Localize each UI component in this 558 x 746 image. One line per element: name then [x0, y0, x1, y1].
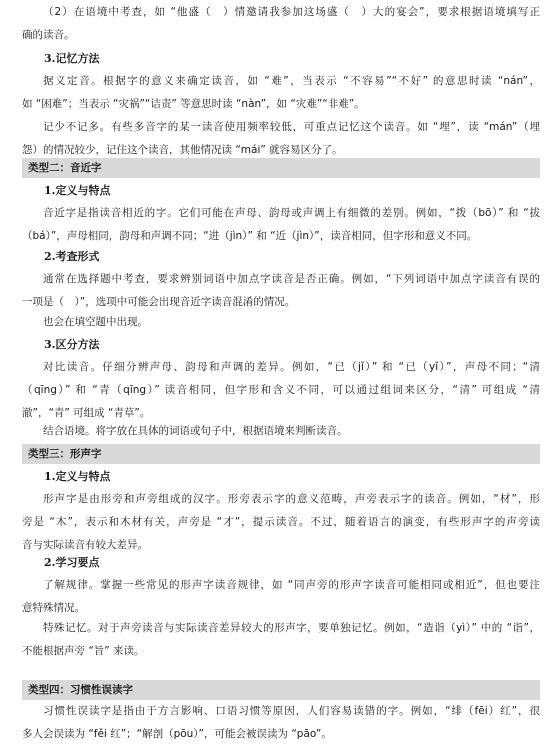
section-band: 类型三：形声字: [22, 444, 540, 464]
paragraph: [22, 202, 540, 248]
text-line: 怨）的情况较少，记住这个读音，其他情况读 “mái” 就容易区分了。: [22, 144, 343, 156]
text-line: 旁是 “木”，表示和木材有关，声旁是 “才”，提示读音。不过，随着语言的演变，有些形声字的声旁读: [22, 516, 540, 528]
section-heading: 1.定义与特点: [44, 184, 111, 197]
text-line: 也会在填空题中出现。: [43, 316, 148, 328]
paragraph: [22, 574, 540, 620]
text-line: 结合语境。将字放在具体的词语或句子中，根据语境来判断读音。: [43, 425, 348, 437]
text-line: 一项是（ ）”，选项中可能会出现音近字读音混淆的情况。: [22, 296, 296, 308]
text-line: 通常在选择题中考查，要求辨别词语中加点字读音是否正确。例如，“下列词语中加点字读音有误的: [43, 273, 540, 285]
paragraph: [22, 311, 540, 334]
text-line: 特殊记忆。对于声旁读音与实际读音差异较大的形声字，要单独记忆。例如，“造诣（yì）” 中的 “诣”，: [43, 622, 540, 634]
section-band: 类型四：习惯性误读字: [22, 680, 540, 700]
section-heading: 2.考查形式: [44, 250, 100, 263]
paragraph: [22, 70, 540, 116]
text-line: 形声字是由形旁和声旁组成的汉字。形旁表示字的意义范畴，声旁表示字的读音。例如，“材”，形: [43, 493, 540, 505]
paragraph: [22, 1, 540, 47]
text-line: 不能根据声旁 “旨” 来读。: [22, 645, 145, 657]
section-heading: 3.记忆方法: [44, 52, 100, 65]
text-line: 确的读音。: [22, 29, 75, 41]
section-heading: 1.定义与特点: [44, 470, 111, 483]
paragraph: [22, 420, 540, 443]
text-line: 对比读音。仔细分辨声母、韵母和声调的差异。例如，“已（jǐ）” 和 “已（yǐ）”，声母不同；“清: [43, 361, 540, 373]
text-line: 音与实际读音有较大差异。: [22, 539, 148, 551]
text-line: 澈”，“青” 可组成 “青草”。: [22, 407, 151, 419]
text-line: 了解规律。掌握一些常见的形声字读音规律，如 “同声旁的形声字读音可能相同或相近”，但也要注: [43, 579, 540, 591]
section-heading: 2.学习要点: [44, 556, 100, 569]
text-line: 如 “困难”；当表示 “灾祸”“诘责” 等意思时读 “nàn”，如 “灾难”“非难”。: [22, 98, 365, 110]
section-band: 类型二：音近字: [22, 158, 540, 178]
text-line: 音近字是指读音相近的字。它们可能在声母、韵母或声调上有细微的差别。例如，“拨（bō）” 和 “拔: [43, 207, 540, 219]
paragraph: [22, 700, 540, 746]
text-line: 习惯性误读字是指由于方言影响、口语习惯等原因，人们容易读错的字。例如，“绯（fēi）红”，很: [43, 705, 540, 717]
paragraph: [22, 488, 540, 557]
text-line: 意特殊情况。: [22, 602, 85, 614]
text-line: 记少不记多。有些多音字的某一读音使用频率较低，可重点记忆这个读音。如 “埋”，读 “mán”（埋: [43, 121, 540, 133]
section-heading: 3.区分方法: [44, 338, 100, 351]
paragraph: [22, 356, 540, 425]
text-line: 据义定音。根据字的意义来确定读音，如 “难”，当表示 “不容易”“不好” 的意思时读 “nán”，: [43, 75, 540, 87]
text-line: （2）在语境中考查，如 “他盛（ ）情邀请我参加这场盛（ ）大的宴会”，要求根据语境填写正: [43, 6, 540, 18]
paragraph: [22, 268, 540, 314]
text-line: （bá）”，声母相同，韵母和声调不同；“进（jìn）” 和 “近（jìn）”，读音相同，但字形和意义不同。: [22, 230, 478, 242]
text-line: 多人会误读为 “fěi 红”；“解剖（pōu）”，可能会被误读为 “pāo”。: [22, 728, 332, 740]
paragraph: [22, 617, 540, 663]
text-line: （qīng）” 和 “青（qīng）” 读音相同，但字形和含义不同，可以通过组词来区分，“清” 可组成 “清: [22, 384, 540, 396]
paragraph: [22, 116, 540, 162]
